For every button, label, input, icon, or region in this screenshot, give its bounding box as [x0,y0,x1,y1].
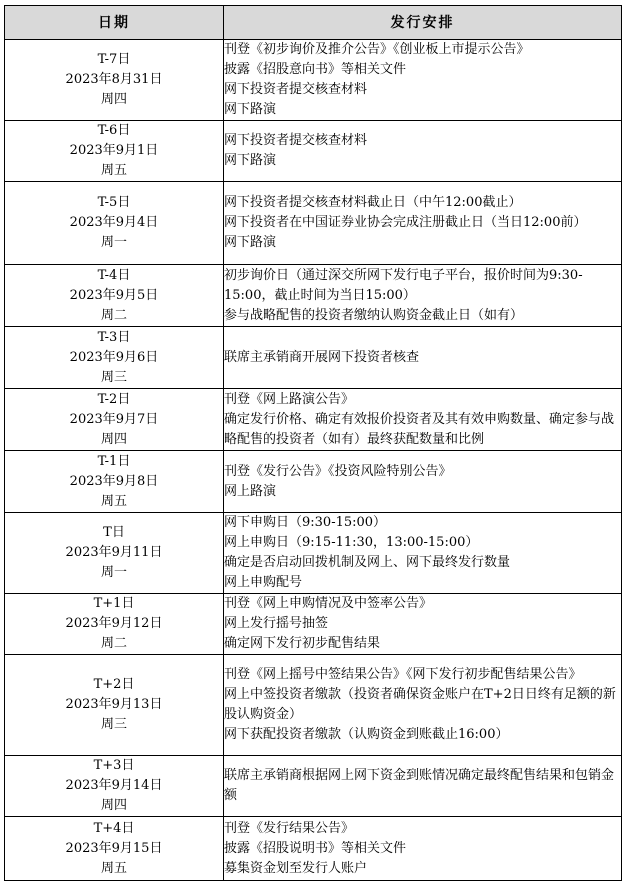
table-row [5,121,622,182]
arrangement-cell [224,594,622,655]
arrangement-cell [224,451,622,513]
arrangement-item: 网下投资者提交核查材料 [224,82,368,97]
date-cell-day: T+4日 [93,820,135,836]
table-row [5,513,622,594]
arrangement-cell [224,756,622,817]
date-cell-date: 2023年9月14日 [65,778,163,793]
table-row [5,451,622,513]
date-cell-weekday: 周四 [100,798,127,813]
table-row [5,817,622,881]
date-cell [5,40,224,121]
date-cell [5,121,224,182]
date-cell [5,817,224,881]
date-cell-day: T-2日 [97,391,131,407]
date-cell-weekday: 周一 [100,235,127,250]
arrangement-item: 募集资金划至发行人账户 [224,860,368,876]
arrangement-item: 联席主承销商开展网下投资者核查 [224,349,420,365]
date-cell-date: 2023年9月11日 [65,545,163,560]
table-row [5,594,622,655]
date-cell-weekday: 周三 [100,369,127,385]
arrangement-item: 确定是否启动回拨机制及网上、网下最终发行数量 [224,555,511,570]
date-cell-date: 2023年9月1日 [69,143,159,158]
table-header-row [5,6,622,40]
arrangement-item: 网下投资者在中国证券业协会完成注册截止日（当日12:00前） [224,215,587,230]
date-cell [5,451,224,513]
date-cell-day: T+1日 [93,596,135,611]
table-row [5,182,622,265]
arrangement-item: 披露《招股意向书》等相关文件 [224,62,407,77]
header-arrangement: 发行安排 [224,6,622,40]
date-cell-day: T-6日 [97,123,131,138]
table-row [5,265,622,327]
arrangement-item: 披露《招股说明书》等相关文件 [224,840,407,856]
issuance-schedule-table [4,5,622,881]
table-row [5,327,622,389]
header-date: 日期 [5,6,224,40]
date-cell-date: 2023年8月31日 [65,72,163,87]
arrangement-item: 网下投资者提交核查材料 [224,133,368,148]
arrangement-cell [224,817,622,881]
date-cell-weekday: 周一 [100,565,127,580]
arrangement-item: 网上申购日（9:15-11:30，13:00-15:00） [224,535,479,550]
arrangement-item: 网下投资者提交核查材料截止日（中午12:00截止） [224,195,522,210]
arrangement-item: 刊登《发行结果公告》 [224,820,355,836]
arrangement-item: 初步询价日（通过深交所网下发行电子平台，报价时间为9:30-15:00，截止时间为当日15:00） [224,267,583,303]
date-cell-weekday: 周三 [100,717,127,732]
date-cell [5,389,224,451]
date-cell [5,513,224,594]
arrangement-item: 网上中签投资者缴款（投资者确保资金账户在T+2日日终有足额的新股认购资金） [224,687,616,722]
date-cell-date: 2023年9月15日 [65,840,163,856]
arrangement-item: 网上路演 [224,483,277,499]
arrangement-cell [224,40,622,121]
date-cell-day: T-4日 [97,267,131,283]
arrangement-item: 参与战略配售的投资者缴纳认购资金截止日（如有） [224,307,524,323]
arrangement-cell [224,389,622,451]
date-cell [5,594,224,655]
arrangement-item: 确定网下发行初步配售结果 [224,636,381,651]
arrangement-item: 刊登《网上申购情况及中签率公告》 [224,596,433,611]
date-cell-weekday: 周二 [100,636,127,651]
arrangement-item: 刊登《初步询价及推介公告》《创业板上市提示公告》 [224,42,530,57]
date-cell [5,327,224,389]
date-cell [5,265,224,327]
date-cell-day: T+3日 [93,758,135,773]
arrangement-item: 网下路演 [224,153,277,168]
arrangement-item: 网下申购日（9:30-15:00） [224,515,387,530]
date-cell-weekday: 周四 [100,92,127,107]
arrangement-item: 刊登《网上路演公告》 [224,391,355,407]
arrangement-item: 网上发行摇号抽签 [224,616,329,631]
arrangement-item: 刊登《发行公告》《投资风险特别公告》 [224,463,452,479]
date-cell-day: T日 [103,525,125,540]
arrangement-item: 网下获配投资者缴款（认购资金到账截止16:00） [224,727,509,742]
arrangement-cell [224,513,622,594]
table-row [5,655,622,756]
date-cell-weekday: 周五 [100,493,127,509]
date-cell-date: 2023年9月6日 [69,349,159,365]
date-cell-date: 2023年9月7日 [69,411,159,427]
date-cell-date: 2023年9月5日 [69,287,159,303]
date-cell [5,756,224,817]
table-row [5,756,622,817]
arrangement-item: 刊登《网上摇号中签结果公告》《网下发行初步配售结果公告》 [224,667,582,682]
date-cell [5,655,224,756]
arrangement-cell [224,265,622,327]
date-cell-weekday: 周二 [100,307,127,323]
table-row [5,389,622,451]
date-cell-day: T-7日 [97,52,131,67]
date-cell-date: 2023年9月4日 [69,215,159,230]
arrangement-item: 网下路演 [224,235,277,250]
arrangement-item: 联席主承销商根据网上网下资金到账情况确定最终配售结果和包销金额 [224,768,615,803]
arrangement-item: 确定发行价格、确定有效报价投资者及其有效申购数量、确定参与战略配售的投资者（如有）最终获配数量和比例 [224,411,615,447]
arrangement-cell [224,121,622,182]
date-cell-weekday: 周五 [100,163,127,178]
date-cell-date: 2023年9月13日 [65,697,163,712]
arrangement-item: 网上申购配号 [224,575,303,590]
date-cell-day: T-5日 [97,195,131,210]
date-cell-day: T-1日 [97,453,131,469]
arrangement-cell [224,655,622,756]
date-cell-day: T-3日 [97,329,131,345]
date-cell-day: T+2日 [93,677,135,692]
date-cell-date: 2023年9月8日 [69,473,159,489]
date-cell-weekday: 周四 [100,431,127,447]
arrangement-item: 网下路演 [224,102,277,117]
arrangement-cell [224,327,622,389]
table-row [5,40,622,121]
date-cell-weekday: 周五 [100,860,127,876]
date-cell [5,182,224,265]
arrangement-cell [224,182,622,265]
date-cell-date: 2023年9月12日 [65,616,163,631]
table-body [5,40,622,881]
